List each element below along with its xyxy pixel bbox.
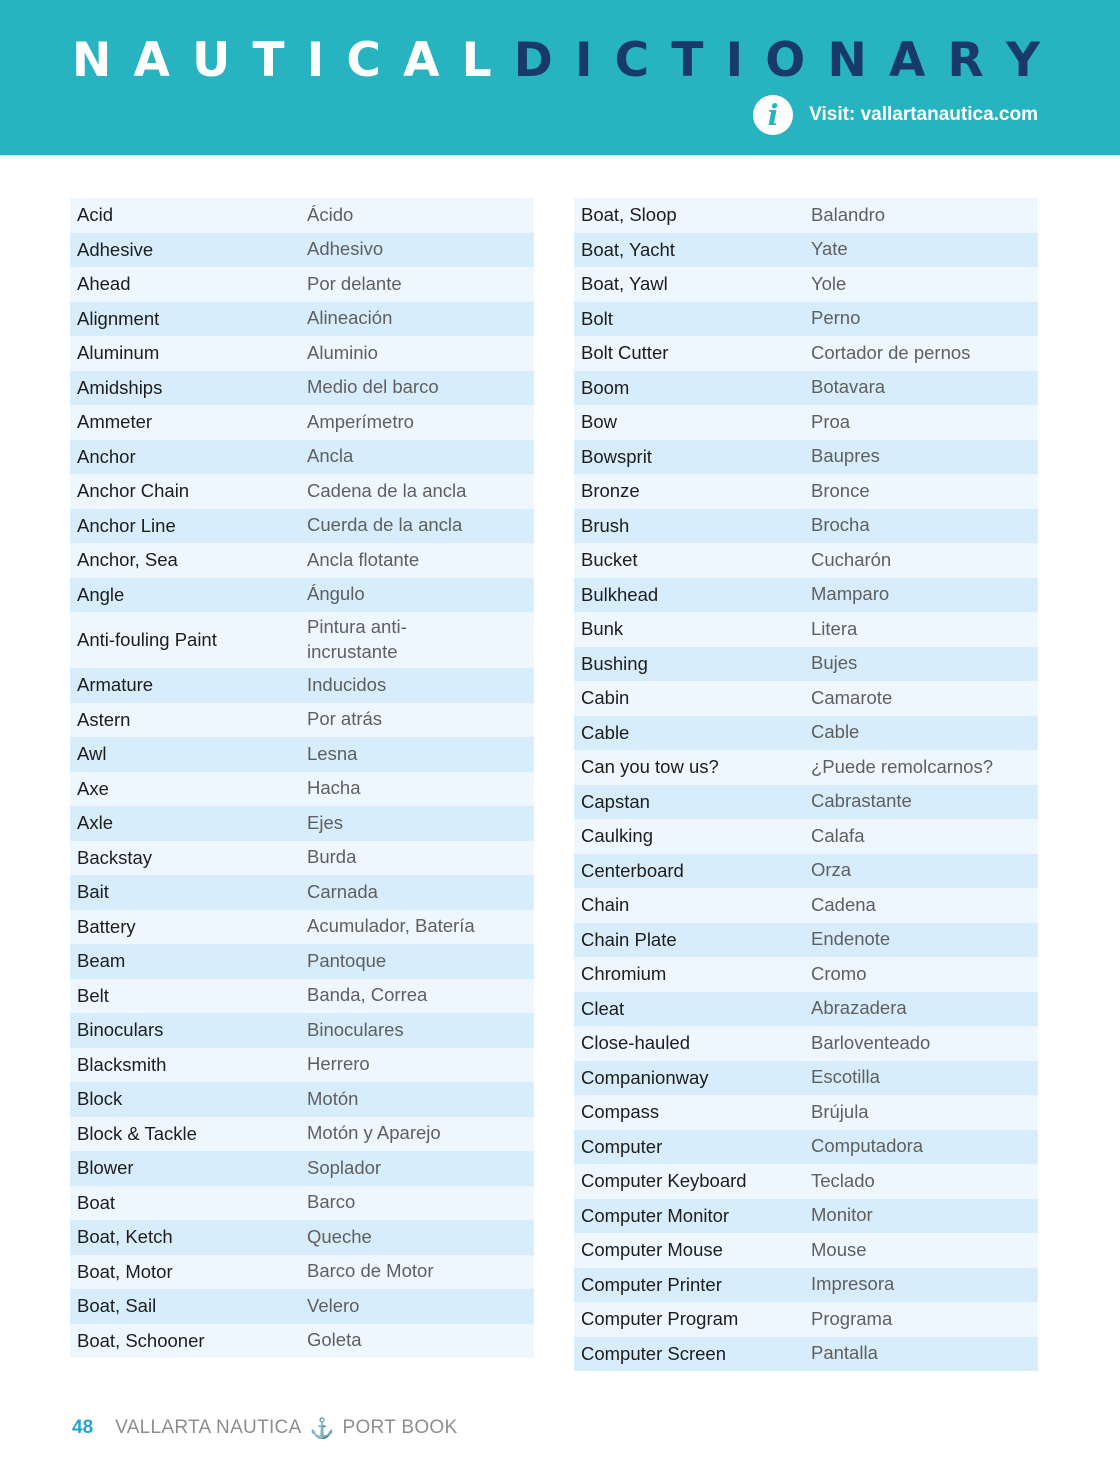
dictionary-row [574,1337,1038,1372]
english-term: Bowsprit [581,445,652,467]
spanish-term: Velero [307,1294,360,1316]
title-word-nautical-letter: C [346,32,381,88]
title-word-dictionary-letter: N [827,32,867,88]
dictionary-row [70,198,534,233]
spanish-term: Hacha [307,777,361,799]
title-word-dictionary-letter: C [614,32,650,88]
visit-link[interactable] [753,96,1038,134]
dictionary-row [574,1302,1038,1337]
english-term: Boat, Ketch [77,1226,173,1248]
title-word-dictionary-letter: O [765,32,806,88]
spanish-term: Monitor [811,1204,873,1226]
english-term: Chain Plate [581,928,677,950]
dictionary-row [574,923,1038,958]
english-term: Binoculars [77,1019,164,1041]
spanish-term: Aluminio [307,341,378,363]
dictionary-row [70,772,534,807]
title-word-dictionary-letter: D [513,32,553,88]
english-term: Cabin [581,687,630,709]
spanish-term: Bronce [811,479,870,501]
english-term: Alignment [77,307,160,329]
dictionary-row [70,1324,534,1359]
dictionary-row [574,716,1038,751]
page-title [72,30,1040,90]
english-term: Boat, Yacht [581,238,675,260]
english-term: Amidships [77,376,163,398]
spanish-term: Pantoque [307,949,387,971]
title-word-dictionary-letter: T [671,32,704,88]
english-term: Bulkhead [581,583,659,605]
dictionary-row [70,578,534,613]
dictionary-row [574,1130,1038,1165]
spanish-term: Mouse [811,1238,867,1260]
anchor-icon: ⚓ [309,1417,335,1440]
english-term: Boat, Sail [77,1295,157,1317]
english-term: Chain [581,894,630,916]
dictionary-row [70,233,534,268]
spanish-term: Amperímetro [307,410,414,432]
dictionary-row [574,267,1038,302]
title-word-dictionary-letter: A [888,32,926,88]
spanish-term: Ángulo [307,583,365,605]
title-word-nautical-letter: I [306,32,325,88]
dictionary-row [70,405,534,440]
dictionary-row [574,1268,1038,1303]
dictionary-row [70,474,534,509]
dictionary-row [70,440,534,475]
english-term: Boat, Schooner [77,1329,205,1351]
english-term: Ahead [77,273,131,295]
dictionary-row [574,302,1038,337]
english-term: Anchor [77,445,136,467]
title-word-dictionary-letter: I [574,32,593,88]
dictionary-row [70,703,534,738]
dictionary-row [574,440,1038,475]
dictionary-row [574,647,1038,682]
dictionary-row [574,578,1038,613]
dictionary-row [574,1026,1038,1061]
title-word-dictionary-letter: R [947,32,984,88]
english-term: Awl [77,743,107,765]
english-term: Axe [77,777,109,799]
dictionary-row [574,785,1038,820]
spanish-term: Cortador de pernos [811,341,971,363]
english-term: Aluminum [77,342,160,364]
dictionary-row [70,944,534,979]
spanish-term: Binoculares [307,1018,404,1040]
spanish-term: Soplador [307,1156,382,1178]
spanish-term: Cable [811,721,860,743]
dictionary-row [574,198,1038,233]
spanish-term: Camarote [811,686,893,708]
english-term: Anti-fouling Paint [77,629,217,650]
dictionary-row [70,1255,534,1290]
english-term: Blower [77,1157,134,1179]
dictionary-row [574,612,1038,647]
dictionary-row [70,737,534,772]
english-term: Adhesive [77,238,154,260]
english-term: Cable [581,721,630,743]
dictionary-row [70,1048,534,1083]
footer-brand: VALLARTA NAUTICA [115,1417,302,1438]
spanish-term: Pintura anti-incrustante [307,616,407,662]
dictionary-row [574,543,1038,578]
english-term: Backstay [77,846,153,868]
spanish-term: Yole [811,272,847,294]
spanish-term: Barco [307,1191,356,1213]
spanish-term: Goleta [307,1329,362,1351]
dictionary-row [70,1289,534,1324]
dictionary-row [574,957,1038,992]
title-word-nautical-letter: L [461,32,492,88]
spanish-term: Cucharón [811,548,892,570]
spanish-term: Abrazadera [811,997,907,1019]
spanish-term: Ejes [307,811,343,833]
english-term: Computer Monitor [581,1204,730,1226]
spanish-term: Ancla [307,445,354,467]
spanish-term: Pantalla [811,1342,878,1364]
info-icon: i [753,95,793,135]
english-term: Centerboard [581,859,684,881]
dictionary-row [70,875,534,910]
dictionary-column-left [70,198,534,1358]
english-term: Computer Mouse [581,1239,723,1261]
dictionary-row [574,405,1038,440]
spanish-term: Mamparo [811,583,890,605]
english-term: Boat, Yawl [581,273,668,295]
dictionary-row [574,474,1038,509]
page-number: 48 [72,1417,94,1438]
english-term: Boat [77,1191,116,1213]
dictionary-row [574,336,1038,371]
english-term: Blacksmith [77,1053,167,1075]
spanish-term: Teclado [811,1169,875,1191]
title-word-nautical-letter: T [252,32,285,88]
page-footer [72,1414,457,1442]
english-term: Bolt [581,307,613,329]
dictionary-row [70,1013,534,1048]
spanish-term: Queche [307,1225,372,1247]
spanish-term: Impresora [811,1273,895,1295]
english-term: Armature [77,674,154,696]
footer-book: PORT BOOK [342,1417,458,1438]
english-term: Computer Screen [581,1342,726,1364]
title-word-dictionary-letter: I [725,32,744,88]
dictionary-row [574,819,1038,854]
english-term: Caulking [581,825,653,847]
english-term: Acid [77,204,113,226]
english-term: Computer Keyboard [581,1170,747,1192]
title-word-nautical-letter: A [133,32,170,88]
english-term: Bucket [581,549,638,571]
dictionary-row [70,1082,534,1117]
dictionary-row [574,1061,1038,1096]
dictionary-row [574,1095,1038,1130]
spanish-term: Bujes [811,652,858,674]
english-term: Bushing [581,652,648,674]
spanish-term: Ancla flotante [307,548,420,570]
english-term: Anchor, Sea [77,549,178,571]
spanish-term: Acumulador, Batería [307,915,475,937]
spanish-term: Banda, Correa [307,984,428,1006]
english-term: Belt [77,984,109,1006]
english-term: Battery [77,915,136,937]
spanish-term: Inducidos [307,673,387,695]
spanish-term: Cabrastante [811,790,912,812]
spanish-term: Cromo [811,962,867,984]
page-header [0,0,1120,155]
dictionary-row [70,668,534,703]
spanish-term: Herrero [307,1053,370,1075]
dictionary-row [70,1220,534,1255]
dictionary-row [574,888,1038,923]
spanish-term: Carnada [307,880,378,902]
dictionary-row [70,1186,534,1221]
spanish-term: Alineación [307,307,393,329]
english-term: Block & Tackle [77,1122,197,1144]
english-term: Chromium [581,963,667,985]
dictionary-row [70,910,534,945]
spanish-term: Endenote [811,928,891,950]
english-term: Angle [77,583,125,605]
english-term: Bunk [581,618,624,640]
spanish-term: Cadena de la ancla [307,479,467,501]
spanish-term: Motón y Aparejo [307,1122,441,1144]
english-term: Capstan [581,790,650,812]
dictionary-row [70,302,534,337]
spanish-term: Por atrás [307,708,383,730]
dictionary-row [70,979,534,1014]
english-term: Beam [77,950,126,972]
spanish-term: Botavara [811,376,886,398]
title-word-dictionary-letter: Y [1005,32,1040,88]
dictionary-row [70,371,534,406]
dictionary-row [70,841,534,876]
spanish-term: Litera [811,617,858,639]
english-term: Compass [581,1101,660,1123]
english-term: Boat, Sloop [581,204,677,226]
english-term: Boat, Motor [77,1260,173,1282]
spanish-term: Balandro [811,203,886,225]
english-term: Brush [581,514,630,536]
dictionary-row [574,1199,1038,1234]
english-term: Computer [581,1135,663,1157]
english-term: Bow [581,411,617,433]
english-term: Axle [77,812,113,834]
dictionary-row [574,1233,1038,1268]
spanish-term: Perno [811,307,861,329]
dictionary-row [70,543,534,578]
english-term: Bait [77,881,109,903]
english-term: Bronze [581,480,640,502]
spanish-term: Baupres [811,445,880,467]
dictionary-row [574,681,1038,716]
spanish-term: Brújula [811,1100,869,1122]
dictionary-row [574,371,1038,406]
spanish-term: Programa [811,1307,893,1329]
spanish-term: Adhesivo [307,238,384,260]
english-term: Close-hauled [581,1032,691,1054]
dictionary-row [70,336,534,371]
spanish-term: ¿Puede remolcarnos? [811,755,994,777]
spanish-term: Barloventeado [811,1031,931,1053]
dictionary-row [574,854,1038,889]
spanish-term: Por delante [307,272,402,294]
english-term: Bolt Cutter [581,342,669,364]
dictionary-row [70,612,534,668]
title-word-nautical-letter: A [403,32,440,88]
spanish-term: Medio del barco [307,376,439,398]
dictionary-row [70,806,534,841]
english-term: Cleat [581,997,625,1019]
english-term: Companionway [581,1066,709,1088]
dictionary-row [70,1151,534,1186]
dictionary-row [574,233,1038,268]
spanish-term: Motón [307,1087,359,1109]
spanish-term: Lesna [307,742,358,764]
spanish-term: Barco de Motor [307,1260,434,1282]
spanish-term: Calafa [811,824,865,846]
spanish-term: Proa [811,410,851,432]
spanish-term: Brocha [811,514,870,536]
english-term: Astern [77,708,131,730]
spanish-term: Cadena [811,893,876,915]
dictionary-row [574,1164,1038,1199]
spanish-term: Orza [811,859,852,881]
spanish-term: Cuerda de la ancla [307,514,463,536]
dictionary-row [70,509,534,544]
english-term: Can you tow us? [581,756,719,778]
spanish-term: Ácido [307,203,354,225]
english-term: Boom [581,376,630,398]
spanish-term: Escotilla [811,1066,880,1088]
spanish-term: Yate [811,238,848,260]
title-word-nautical-letter: U [192,32,231,88]
english-term: Anchor Line [77,514,176,536]
english-term: Computer Printer [581,1273,722,1295]
dictionary-row [574,992,1038,1027]
dictionary-row [574,750,1038,785]
dictionary-column-right [574,198,1038,1371]
english-term: Block [77,1088,123,1110]
dictionary-row [70,267,534,302]
visit-text[interactable]: Visit: vallartanautica.com [809,104,1038,125]
dictionary-row [574,509,1038,544]
english-term: Computer Program [581,1308,739,1330]
title-word-nautical-letter: N [72,32,112,88]
spanish-term: Computadora [811,1135,924,1157]
english-term: Anchor Chain [77,480,190,502]
spanish-term: Burda [307,846,357,868]
dictionary-row [70,1117,534,1152]
english-term: Ammeter [77,411,153,433]
